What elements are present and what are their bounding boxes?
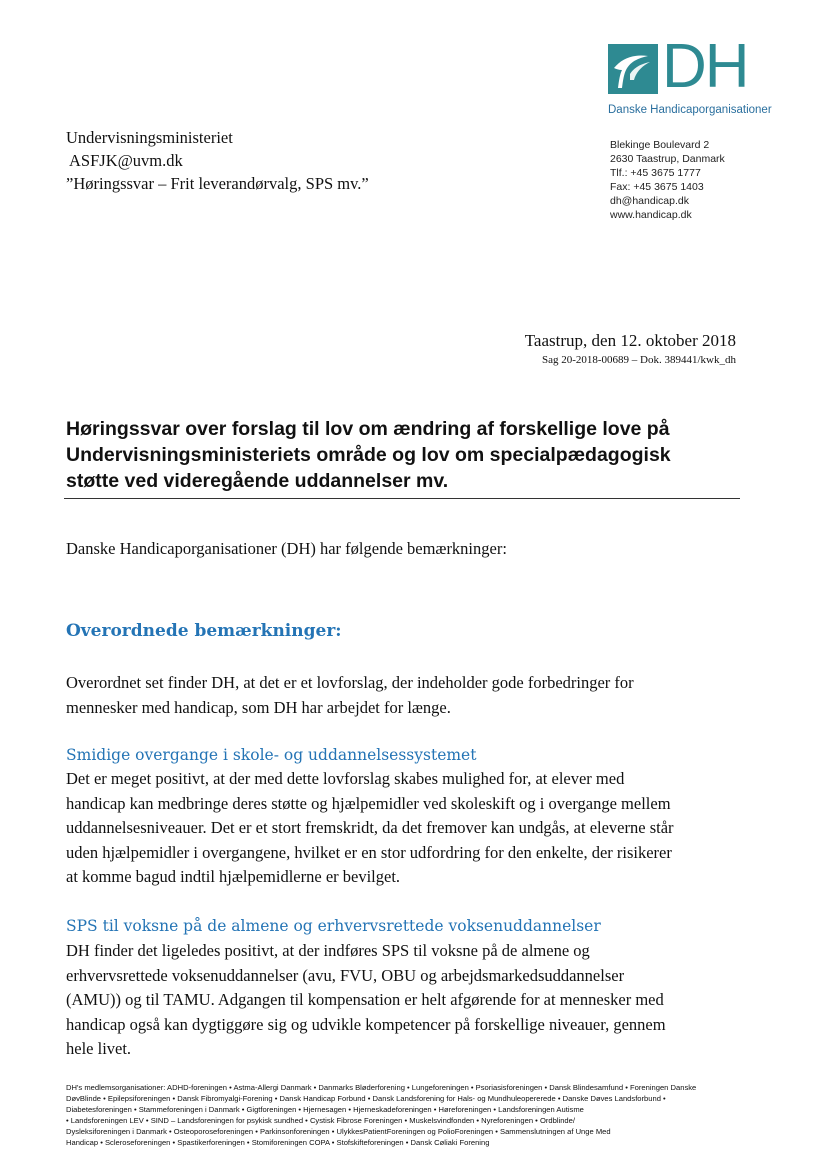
paragraph-line: erhvervsrettede voksenuddannelser (avu, FVU, OBU og arbejdsmarkedsuddannelser bbox=[66, 965, 625, 985]
title-divider bbox=[64, 498, 740, 499]
sender-email: dh@handicap.dk bbox=[610, 195, 689, 207]
footer-line: DøvBlinde • Epilepsiforeningen • Dansk Fibromyalgi-Forening • Dansk Handicap Forbund • Dansk Landsforening for Hals- og Mundhuleopererede • Danske Døves Landsforbund • bbox=[66, 1094, 666, 1103]
sender-fax: Fax: +45 3675 1403 bbox=[610, 181, 704, 193]
recipient-email: ASFJK@uvm.dk bbox=[69, 151, 183, 170]
footer-line: Diabetesforeningen • Stammeforeningen i Danmark • Gigtforeningen • Hjernesagen • Hjerneskadeforeningen • Høreforeningen • Landsforeningen Autisme bbox=[66, 1105, 584, 1114]
paragraph-line: uddannelsesniveauer. Det er et stort fremskridt, da det fremover kan undgås, at eleverne står bbox=[66, 818, 674, 837]
paragraph-line: at komme bagud indtil hjælpemidlerne er bevilget. bbox=[66, 867, 401, 886]
document-title bbox=[66, 416, 746, 494]
footer-line: Handicap • Scleroseforeningen • Spastikerforeningen • Stomiforeningen COPA • Stofskifteforeningen • Dansk Cøliaki Forening bbox=[66, 1138, 490, 1147]
dateline bbox=[525, 331, 736, 366]
footer-line: • Landsforeningen LEV • SIND – Landsforeningen for psykisk sundhed • Cystisk Fibrose Foreningen • Muskelsvindfonden • Nyreforeningen • Ordblinde/ bbox=[66, 1116, 575, 1125]
heading-sps-adults: SPS til voksne på de almene og erhvervsrettede voksenuddannelser bbox=[66, 917, 601, 935]
sender-city: 2630 Taastrup, Danmark bbox=[610, 153, 725, 165]
member-organisations-footer bbox=[66, 1082, 790, 1148]
case-reference: Sag 20-2018-00689 – Dok. 389441/kwk_dh bbox=[541, 354, 736, 366]
heading-overall-remarks: Overordnede bemærkninger: bbox=[66, 621, 342, 641]
dh-emblem-icon bbox=[608, 44, 658, 94]
intro-text: Danske Handicaporganisationer (DH) har følgende bemærkninger: bbox=[66, 539, 507, 558]
paragraph-line: Overordnet set finder DH, at det er et lovforslag, der indeholder gode forbedringer for bbox=[66, 673, 634, 692]
sender-phone: Tlf.: +45 3675 1777 bbox=[610, 167, 701, 179]
title-line-2: Undervisningsministeriets område og lov om specialpædagogisk bbox=[66, 444, 671, 466]
recipient-ministry: Undervisningsministeriet bbox=[66, 128, 233, 147]
sender-street: Blekinge Boulevard 2 bbox=[610, 139, 710, 151]
title-line-3: støtte ved videregående uddannelser mv. bbox=[66, 470, 449, 492]
sender-address bbox=[610, 138, 725, 222]
logo-letters: DH bbox=[662, 32, 748, 101]
paragraph-line: mennesker med handicap, som DH har arbejdet for længe. bbox=[66, 697, 451, 717]
recipient-subject: ”Høringssvar – Frit leverandørvalg, SPS mv.” bbox=[66, 174, 369, 193]
paragraph-overall bbox=[66, 671, 746, 720]
paragraph-line: handicap kan medbringe deres støtte og hjælpemidler ved skoleskift og i overgange mellem bbox=[66, 793, 671, 813]
paragraph-line: (AMU)) og til TAMU. Adgangen til kompensation er helt afgørende for at mennesker med bbox=[66, 990, 664, 1009]
dh-logo bbox=[608, 32, 784, 122]
footer-line: DH's medlemsorganisationer: ADHD-foreningen • Astma-Allergi Danmark • Danmarks Bløderforening • Lungeforeningen • Psoriasisforeningen • Dansk Blindesamfund • Foreningen Danske bbox=[66, 1083, 697, 1092]
letter-date: Taastrup, den 12. oktober 2018 bbox=[524, 331, 736, 350]
paragraph-line: handicap også kan dygtiggøre sig og udvikle kompetencer på forskellige niveauer, gennem bbox=[66, 1014, 666, 1034]
paragraph-line: DH finder det ligeledes positivt, at der indføres SPS til voksne på de almene og bbox=[66, 941, 590, 960]
paragraph-line: hele livet. bbox=[66, 1039, 132, 1058]
paragraph-line: Det er meget positivt, at der med dette lovforslag skabes mulighed for, at elever med bbox=[66, 769, 625, 788]
logo-org-name: Danske Handicaporganisationer bbox=[608, 104, 772, 116]
paragraph-line: uden hjælpemidler i overgangene, hvilket er en stor udfordring for den enkelte, der risikerer bbox=[66, 842, 672, 862]
paragraph-sps bbox=[66, 939, 746, 1062]
heading-smooth-transitions: Smidige overgange i skole- og uddannelsessystemet bbox=[66, 746, 477, 764]
sender-web: www.handicap.dk bbox=[610, 209, 692, 221]
title-line-1: Høringssvar over forslag til lov om ændring af forskellige love på bbox=[66, 418, 670, 440]
paragraph-transitions bbox=[66, 767, 746, 890]
recipient-block bbox=[66, 126, 369, 195]
footer-line: Dysleksiforeningen i Danmark • Osteoporoseforeningen • Parkinsonforeningen • UlykkesPatientForeningen og PolioForeningen • Sammenslutningen af Unge Med bbox=[66, 1127, 611, 1136]
